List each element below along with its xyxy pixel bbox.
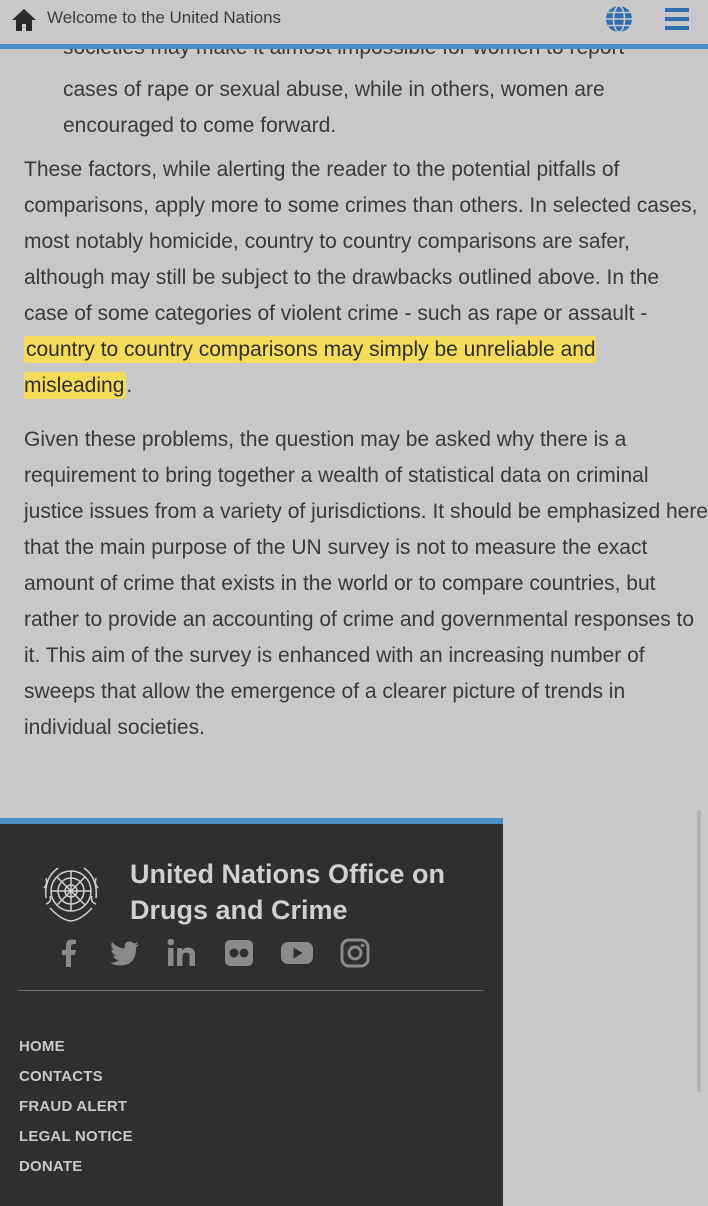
paragraph-problems: Given these problems, the question may be asked why there is a requirement to bring together a wealth of statistical data on criminal justice issues from a variety of jurisdictions. It should be emphasized here that the main purpose of the UN survey is not to measure the exact amount of crime that exists in the world or to compare countries, but rather to provide an accounting of crime and governmental responses to it. This aim of the survey is enhanced with an increasing number of sweeps that allow the emergence of a clearer picture of trends in individual societies. (24, 428, 708, 739)
footer-link-legal-notice[interactable]: LEGAL NOTICE (19, 1128, 133, 1145)
org-name-line2: Drugs and Crime (130, 895, 348, 925)
instagram-icon[interactable] (338, 936, 372, 970)
paragraph-factors (24, 152, 708, 404)
globe-icon[interactable] (604, 4, 634, 34)
paragraph-text: These factors, while alerting the reader to the potential pitfalls of comparisons, apply more to some crimes than others. In selected cases, most notably homicide, country to country comparisons are safer, although may still be subject to the drawbacks outlined above. In the case of some categories of violent crime - such as rape or assault - (24, 158, 698, 325)
hamburger-menu-icon[interactable] (664, 6, 690, 32)
un-emblem-icon (36, 858, 106, 928)
twitter-icon[interactable] (108, 936, 142, 970)
paragraph-text-end: . (126, 374, 133, 397)
youtube-icon[interactable] (280, 936, 314, 970)
site-title[interactable]: Welcome to the United Nations (47, 8, 282, 27)
footer-link-contacts[interactable]: CONTACTS (19, 1068, 103, 1085)
flickr-icon[interactable] (222, 936, 256, 970)
home-icon[interactable] (10, 6, 38, 34)
highlighted-text[interactable]: country to country comparisons may simply be unreliable and misleading (24, 338, 596, 397)
footer-link-fraud-alert[interactable]: FRAUD ALERT (19, 1098, 128, 1115)
org-name-line1: United Nations Office on (130, 859, 446, 889)
organization-name[interactable] (130, 856, 445, 928)
linkedin-icon[interactable] (165, 936, 199, 970)
indented-paragraph: cases of rape or sexual abuse, while in others, women are encouraged to come forward. (63, 78, 605, 137)
site-footer (0, 818, 503, 1206)
top-navigation-bar (0, 0, 708, 49)
facebook-icon[interactable] (52, 936, 86, 970)
footer-links (19, 1032, 133, 1182)
scrollbar[interactable] (697, 810, 701, 1092)
footer-divider (18, 990, 484, 991)
footer-link-home[interactable]: HOME (19, 1038, 65, 1055)
footer-link-donate[interactable]: DONATE (19, 1158, 83, 1175)
